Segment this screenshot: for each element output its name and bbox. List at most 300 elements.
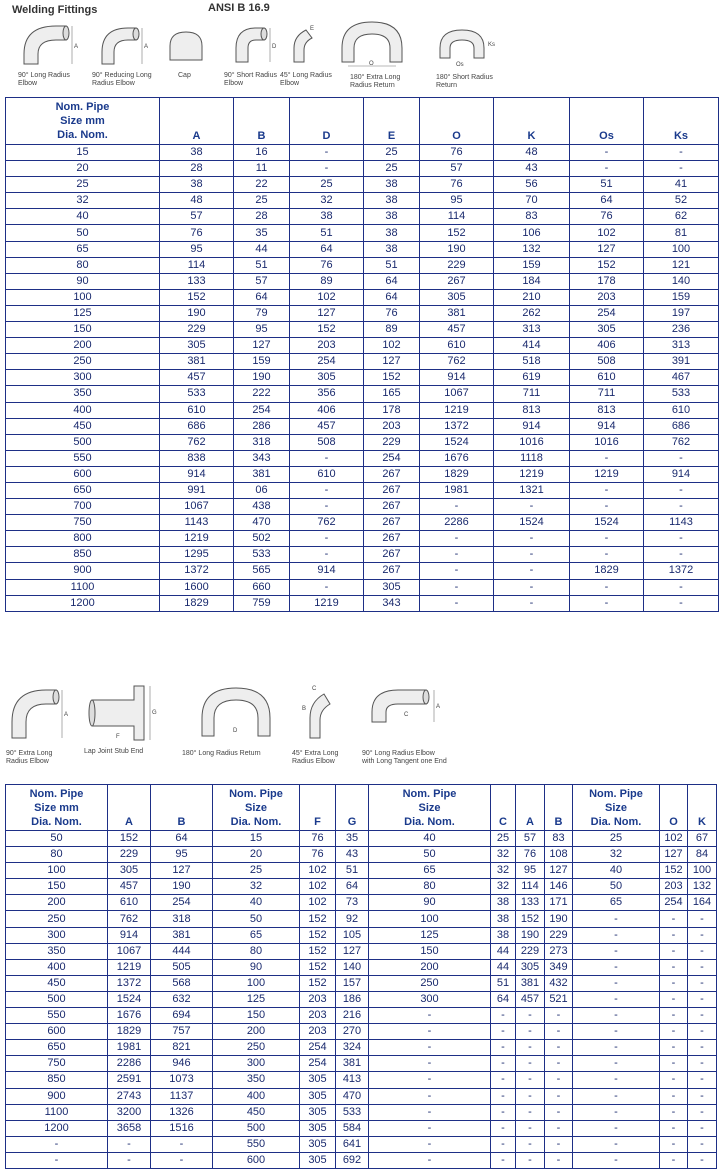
table-cell: 203: [570, 289, 644, 305]
column-header: [369, 785, 491, 831]
table-row: [6, 225, 719, 241]
column-header: B: [545, 785, 573, 831]
table-cell: 305: [300, 1088, 336, 1104]
table-cell: 660: [234, 579, 290, 595]
table-cell: 16: [234, 145, 290, 161]
caption-line: Radius Elbow: [6, 758, 49, 765]
table-cell: -: [688, 1024, 717, 1040]
reducing-long-radius-elbow-90-icon: [92, 18, 152, 68]
table-cell: 450: [213, 1104, 300, 1120]
table-cell: 132: [688, 879, 717, 895]
table-cell: 186: [336, 991, 369, 1007]
table-cell: 457: [290, 418, 364, 434]
table-cell: 1100: [6, 579, 160, 595]
table-cell: 164: [688, 895, 717, 911]
table-cell: 11: [234, 161, 290, 177]
lap-joint-stub-end-icon: [84, 680, 164, 744]
svg-text:Os: Os: [456, 62, 464, 68]
column-header: A: [516, 785, 545, 831]
table-cell: 1524: [420, 434, 494, 450]
table-cell: 762: [290, 515, 364, 531]
table-cell: 500: [213, 1120, 300, 1136]
table-row: [6, 354, 719, 370]
table-cell: 305: [364, 579, 420, 595]
table-cell: -: [688, 1104, 717, 1120]
table-cell: 171: [545, 895, 573, 911]
column-header: G: [336, 785, 369, 831]
column-header: O: [420, 98, 494, 145]
table-cell: -: [644, 161, 719, 177]
extra-long-elbow-45-figure: [292, 680, 342, 765]
table-row: [6, 209, 719, 225]
table-cell: 190: [160, 305, 234, 321]
table-cell: 25: [364, 161, 420, 177]
svg-text:C: C: [404, 712, 409, 718]
table-cell: 114: [420, 209, 494, 225]
table-cell: -: [573, 991, 660, 1007]
column-header-line: Dia. Nom.: [404, 815, 455, 828]
table-cell: 600: [6, 1024, 108, 1040]
table-cell: 273: [545, 943, 573, 959]
long-radius-return-180-icon: [196, 682, 276, 742]
table-cell: 15: [6, 145, 160, 161]
table-row: [6, 386, 719, 402]
table-cell: 391: [644, 354, 719, 370]
table-cell: 521: [545, 991, 573, 1007]
table-cell: 200: [6, 338, 160, 354]
table-cell: 64: [570, 193, 644, 209]
table-cell: 106: [494, 225, 570, 241]
column-header-line: Nom. Pipe: [589, 787, 643, 800]
table-cell: 152: [420, 225, 494, 241]
table-cell: -: [545, 1088, 573, 1104]
table-row: [6, 289, 719, 305]
table-cell: 1016: [570, 434, 644, 450]
column-header-line: Size mm: [34, 801, 79, 814]
table-cell: -: [545, 1024, 573, 1040]
table-cell: 38: [160, 177, 234, 193]
table-cell: 35: [336, 831, 369, 847]
table-cell: 200: [369, 959, 491, 975]
table-cell: 190: [545, 911, 573, 927]
table-cell: 600: [6, 466, 160, 482]
table-cell: -: [688, 1136, 717, 1152]
table-cell: 600: [213, 1152, 300, 1168]
table-cell: -: [369, 1072, 491, 1088]
table-cell: 25: [290, 177, 364, 193]
column-header: D: [290, 98, 364, 145]
table-cell: 1067: [108, 943, 151, 959]
table-cell: 203: [300, 1008, 336, 1024]
table-cell: 759: [234, 595, 290, 611]
table-cell: -: [660, 1152, 688, 1168]
table-row: [6, 418, 719, 434]
table-cell: 127: [234, 338, 290, 354]
column-header-line: Dia. Nom.: [590, 815, 642, 828]
svg-text:B: B: [302, 706, 307, 712]
table-cell: 467: [644, 370, 719, 386]
short-radius-elbow-90-figure: [224, 18, 280, 87]
table-cell: 610: [420, 338, 494, 354]
table-cell: -: [420, 595, 494, 611]
table-cell: 83: [494, 209, 570, 225]
table-cell: 650: [6, 1040, 108, 1056]
table-cell: -: [545, 1040, 573, 1056]
table-cell: 102: [300, 895, 336, 911]
table-cell: -: [491, 1024, 516, 1040]
table-cell: 1676: [420, 450, 494, 466]
table-cell: 406: [290, 402, 364, 418]
table-cell: 229: [545, 927, 573, 943]
svg-text:F: F: [116, 734, 120, 740]
table-cell: -: [491, 1120, 516, 1136]
table-cell: 65: [213, 927, 300, 943]
table-cell: -: [516, 1024, 545, 1040]
table-cell: -: [688, 943, 717, 959]
table-cell: 500: [6, 434, 160, 450]
column-header: E: [364, 98, 420, 145]
table-cell: 90: [213, 959, 300, 975]
table-cell: 641: [336, 1136, 369, 1152]
table-cell: 1326: [151, 1104, 213, 1120]
table-cell: 152: [290, 322, 364, 338]
column-header: A: [108, 785, 151, 831]
table-cell: 76: [364, 305, 420, 321]
table-cell: 1067: [160, 499, 234, 515]
caption-line: 45° Long Radius: [280, 72, 332, 79]
table-cell: 250: [369, 975, 491, 991]
table-cell: -: [545, 1072, 573, 1088]
table-cell: -: [573, 1152, 660, 1168]
table-row: [6, 241, 719, 257]
table-cell: 32: [6, 193, 160, 209]
table-cell: -: [660, 991, 688, 1007]
table-cell: 43: [336, 847, 369, 863]
table-cell: 152: [300, 911, 336, 927]
table-cell: -: [545, 1104, 573, 1120]
table-cell: 1372: [420, 418, 494, 434]
table-cell: 305: [420, 289, 494, 305]
svg-text:C: C: [312, 686, 317, 692]
table-row: [6, 1072, 717, 1088]
table-cell: 121: [644, 257, 719, 273]
table-cell: 178: [570, 273, 644, 289]
table-row: [6, 563, 719, 579]
table-cell: 32: [573, 847, 660, 863]
table-cell: 1143: [160, 515, 234, 531]
table-cell: 38: [491, 927, 516, 943]
table-row: [6, 911, 717, 927]
table-cell: 762: [644, 434, 719, 450]
table-cell: -: [494, 531, 570, 547]
table-cell: 343: [364, 595, 420, 611]
table-cell: 229: [516, 943, 545, 959]
table-cell: 762: [108, 911, 151, 927]
table-cell: -: [573, 1024, 660, 1040]
table-cell: 102: [570, 225, 644, 241]
table-cell: -: [494, 579, 570, 595]
caption-line: Radius Return: [350, 82, 395, 89]
table-cell: -: [516, 1072, 545, 1088]
table-row: [6, 482, 719, 498]
table-cell: -: [491, 1088, 516, 1104]
long-radius-elbow-45-icon: [284, 18, 324, 68]
column-header-line: Size mm: [60, 115, 105, 127]
table-cell: 1219: [290, 595, 364, 611]
caption-line: with Long Tangent one End: [362, 758, 447, 765]
table-cell: 152: [660, 863, 688, 879]
caption-line: 180° Extra Long: [350, 74, 401, 81]
table-cell: 52: [644, 193, 719, 209]
table-cell: 95: [160, 241, 234, 257]
table-cell: -: [290, 579, 364, 595]
table-cell: 89: [290, 273, 364, 289]
table-cell: -: [108, 1152, 151, 1168]
table-cell: 1219: [108, 959, 151, 975]
table-cell: 22: [234, 177, 290, 193]
table-cell: -: [369, 1056, 491, 1072]
table-cell: 92: [336, 911, 369, 927]
column-header-line: Nom. Pipe: [55, 101, 110, 113]
table-cell: 150: [369, 943, 491, 959]
long-radius-elbow-45-figure: [280, 18, 332, 87]
cap-figure: [166, 18, 206, 79]
column-header-line: Nom. Pipe: [29, 787, 84, 800]
table-cell: 102: [364, 338, 420, 354]
table-cell: 90: [6, 273, 160, 289]
section-title: Welding Fittings: [12, 4, 98, 16]
column-header: [213, 785, 300, 831]
table-cell: 300: [369, 991, 491, 1007]
table-row: [6, 1104, 717, 1120]
table-cell: 76: [570, 209, 644, 225]
column-header: O: [660, 785, 688, 831]
table-row: [6, 531, 719, 547]
table-cell: 95: [420, 193, 494, 209]
table-cell: 114: [516, 879, 545, 895]
column-header: F: [300, 785, 336, 831]
table-cell: 400: [6, 402, 160, 418]
table-cell: 1137: [151, 1088, 213, 1104]
caption-line: Elbow: [18, 80, 38, 87]
table-cell: 25: [573, 831, 660, 847]
column-header-line: Size: [244, 801, 267, 814]
table-cell: 2286: [108, 1056, 151, 1072]
table-cell: -: [516, 1056, 545, 1072]
table-row: [6, 450, 719, 466]
table-cell: 133: [516, 895, 545, 911]
caption-line: 90° Reducing Long: [92, 72, 152, 79]
table-cell: -: [688, 959, 717, 975]
table-row: [6, 943, 717, 959]
table-cell: -: [573, 943, 660, 959]
table-cell: 457: [108, 879, 151, 895]
column-header-line: Size: [604, 801, 627, 814]
table-cell: 40: [6, 209, 160, 225]
table-cell: 318: [151, 911, 213, 927]
table-cell: -: [573, 1072, 660, 1088]
table-cell: 140: [336, 959, 369, 975]
table-cell: 25: [234, 193, 290, 209]
table-cell: -: [660, 1104, 688, 1120]
table-cell: -: [660, 927, 688, 943]
table-cell: 533: [234, 547, 290, 563]
table-cell: 2743: [108, 1088, 151, 1104]
table-cell: 140: [644, 273, 719, 289]
table-cell: 76: [420, 177, 494, 193]
table-cell: 1829: [420, 466, 494, 482]
long-radius-elbow-90-icon: [18, 18, 78, 68]
table-cell: 44: [491, 959, 516, 975]
table-cell: 229: [364, 434, 420, 450]
table-cell: -: [369, 1008, 491, 1024]
table-cell: -: [545, 1136, 573, 1152]
table-cell: 432: [545, 975, 573, 991]
table-row: [6, 863, 717, 879]
table-cell: -: [491, 1104, 516, 1120]
table-cell: -: [644, 531, 719, 547]
table-cell: -: [491, 1152, 516, 1168]
table-cell: -: [290, 450, 364, 466]
table-cell: 38: [364, 241, 420, 257]
table-cell: 356: [290, 386, 364, 402]
table-cell: 267: [364, 499, 420, 515]
table-cell: 38: [491, 895, 516, 911]
table-cell: 1219: [160, 531, 234, 547]
table-cell: -: [660, 911, 688, 927]
table-cell: -: [660, 959, 688, 975]
table-cell: 216: [336, 1008, 369, 1024]
table-cell: 450: [6, 975, 108, 991]
table-cell: 178: [364, 402, 420, 418]
table-row: [6, 847, 717, 863]
column-header: K: [688, 785, 717, 831]
table-cell: 57: [234, 273, 290, 289]
table-cell: 502: [234, 531, 290, 547]
column-header: B: [234, 98, 290, 145]
table-cell: 750: [6, 1056, 108, 1072]
table-cell: 64: [151, 831, 213, 847]
svg-text:O: O: [369, 61, 374, 67]
table-cell: -: [290, 499, 364, 515]
table-cell: 1200: [6, 1120, 108, 1136]
table-cell: 127: [290, 305, 364, 321]
table-row: [6, 305, 719, 321]
table-row: [6, 895, 717, 911]
caption-line: Radius Elbow: [92, 80, 135, 87]
table-cell: 305: [516, 959, 545, 975]
table-cell: 152: [570, 257, 644, 273]
table-cell: 254: [570, 305, 644, 321]
table-cell: 850: [6, 1072, 108, 1088]
table-row: [6, 831, 717, 847]
table-cell: 267: [364, 531, 420, 547]
column-header: B: [151, 785, 213, 831]
table-cell: -: [573, 1104, 660, 1120]
table-cell: 694: [151, 1008, 213, 1024]
table-cell: -: [290, 482, 364, 498]
table-cell: -: [108, 1136, 151, 1152]
table-cell: -: [290, 531, 364, 547]
table-cell: 381: [160, 354, 234, 370]
table-cell: 1829: [570, 563, 644, 579]
column-header: [6, 98, 160, 145]
table-row: [6, 595, 719, 611]
table-cell: 757: [151, 1024, 213, 1040]
table-cell: 51: [570, 177, 644, 193]
table-cell: 102: [290, 289, 364, 305]
table-cell: 2591: [108, 1072, 151, 1088]
table-cell: 152: [300, 959, 336, 975]
column-header-line: Nom. Pipe: [402, 787, 457, 800]
table-cell: 159: [644, 289, 719, 305]
table-cell: -: [516, 1120, 545, 1136]
table-cell: 400: [6, 959, 108, 975]
table-cell: 210: [494, 289, 570, 305]
table-cell: -: [688, 1072, 717, 1088]
table-cell: 305: [300, 1104, 336, 1120]
table-cell: 81: [644, 225, 719, 241]
table-cell: 1100: [6, 1104, 108, 1120]
table-cell: 127: [151, 863, 213, 879]
caption-line: Elbow: [224, 80, 244, 87]
table-cell: -: [570, 161, 644, 177]
table-cell: 400: [213, 1088, 300, 1104]
table-cell: 132: [494, 241, 570, 257]
table-cell: 229: [108, 847, 151, 863]
table-cell: 568: [151, 975, 213, 991]
table-cell: 159: [494, 257, 570, 273]
table-cell: 73: [336, 895, 369, 911]
table-cell: 254: [151, 895, 213, 911]
table-cell: 38: [160, 145, 234, 161]
table-cell: -: [290, 547, 364, 563]
table-cell: 38: [364, 177, 420, 193]
table-cell: -: [494, 547, 570, 563]
table-cell: 43: [494, 161, 570, 177]
table-row: [6, 959, 717, 975]
caption-line: Lap Joint Stub End: [84, 748, 144, 755]
table-cell: 127: [570, 241, 644, 257]
stub-end-return-elbow-dimensions-table: [5, 784, 717, 1169]
table-cell: -: [570, 579, 644, 595]
table-row: [6, 1056, 717, 1072]
table-cell: 127: [364, 354, 420, 370]
caption-line: 90° Short Radius: [224, 72, 277, 79]
table-cell: -: [570, 145, 644, 161]
table-cell: 914: [420, 370, 494, 386]
table-cell: 750: [6, 515, 160, 531]
table-cell: 44: [491, 943, 516, 959]
lap-joint-stub-end-figure: [84, 680, 164, 755]
table-cell: 286: [234, 418, 290, 434]
table-row: [6, 927, 717, 943]
caption-line: Radius Elbow: [292, 758, 335, 765]
table-cell: 349: [545, 959, 573, 975]
table-cell: 414: [494, 338, 570, 354]
svg-text:A: A: [74, 44, 78, 50]
table-cell: -: [369, 1152, 491, 1168]
table-cell: 190: [420, 241, 494, 257]
table-header-row: [6, 98, 719, 145]
table-cell: 76: [160, 225, 234, 241]
table-cell: -: [151, 1136, 213, 1152]
table-cell: 236: [644, 322, 719, 338]
table-cell: 914: [494, 418, 570, 434]
column-header-line: Nom. Pipe: [229, 787, 283, 800]
table-cell: -: [688, 1008, 717, 1024]
table-cell: 518: [494, 354, 570, 370]
